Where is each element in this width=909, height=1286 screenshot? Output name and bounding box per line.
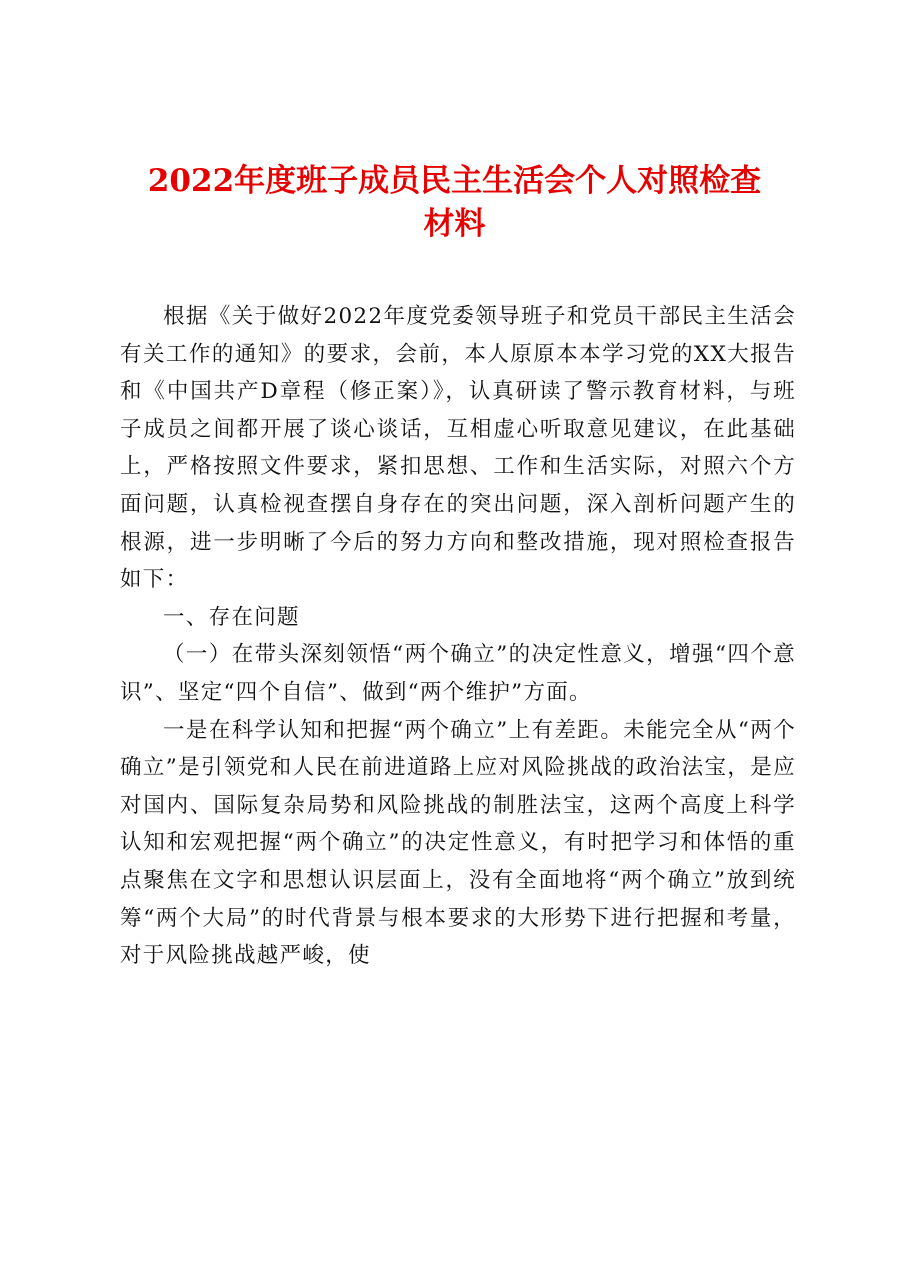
title-line-2: 材料 [423,206,486,242]
section-heading: 一、存在问题 [163,604,300,630]
document-title [100,160,809,246]
intro-paragraph: 根据《关于做好2022年度党委领导班子和党员干部民主生活会有关工作的通知》的要求，会前，本人原原本本学习党的XX大报告和《中国共产D章程（修正案）》，认真研读了警示教育材料，与班子成员之间都开展了谈心谈话，互相虚心听取意见建议，在此基础上，严格按照文件要求，紧扣思想、工作和生活实际，对照六个方面问题，认真检视查摆自身存在的突出问题，深入剖析问题产生的根源，进一步明晰了今后的努力方向和整改措施，现对照检查报告如下： [120,304,796,593]
subsection-heading: （一）在带头深刻领悟“两个确立”的决定性意义，增强“四个意识”、坚定“四个自信”、做到“两个维护”方面。 [120,642,796,705]
title-line-1: 2022年度班子成员民主生活会个人对照检查 [147,163,762,199]
document-body [120,298,796,975]
point-paragraph: 一是在科学认知和把握“两个确立”上有差距。未能完全从“两个确立”是引领党和人民在前进道路上应对风险挑战的政治法宝，是应对国内、国际复杂局势和风险挑战的制胜法宝，这两个高度上科学认知和宏观把握“两个确立”的决定性意义，有时把学习和体悟的重点聚焦在文字和思想认识层面上，没有全面地将“两个确立”放到统筹“两个大局”的时代背景与根本要求的大形势下进行把握和考量，对于风险挑战越严峻，使 [120,717,796,969]
